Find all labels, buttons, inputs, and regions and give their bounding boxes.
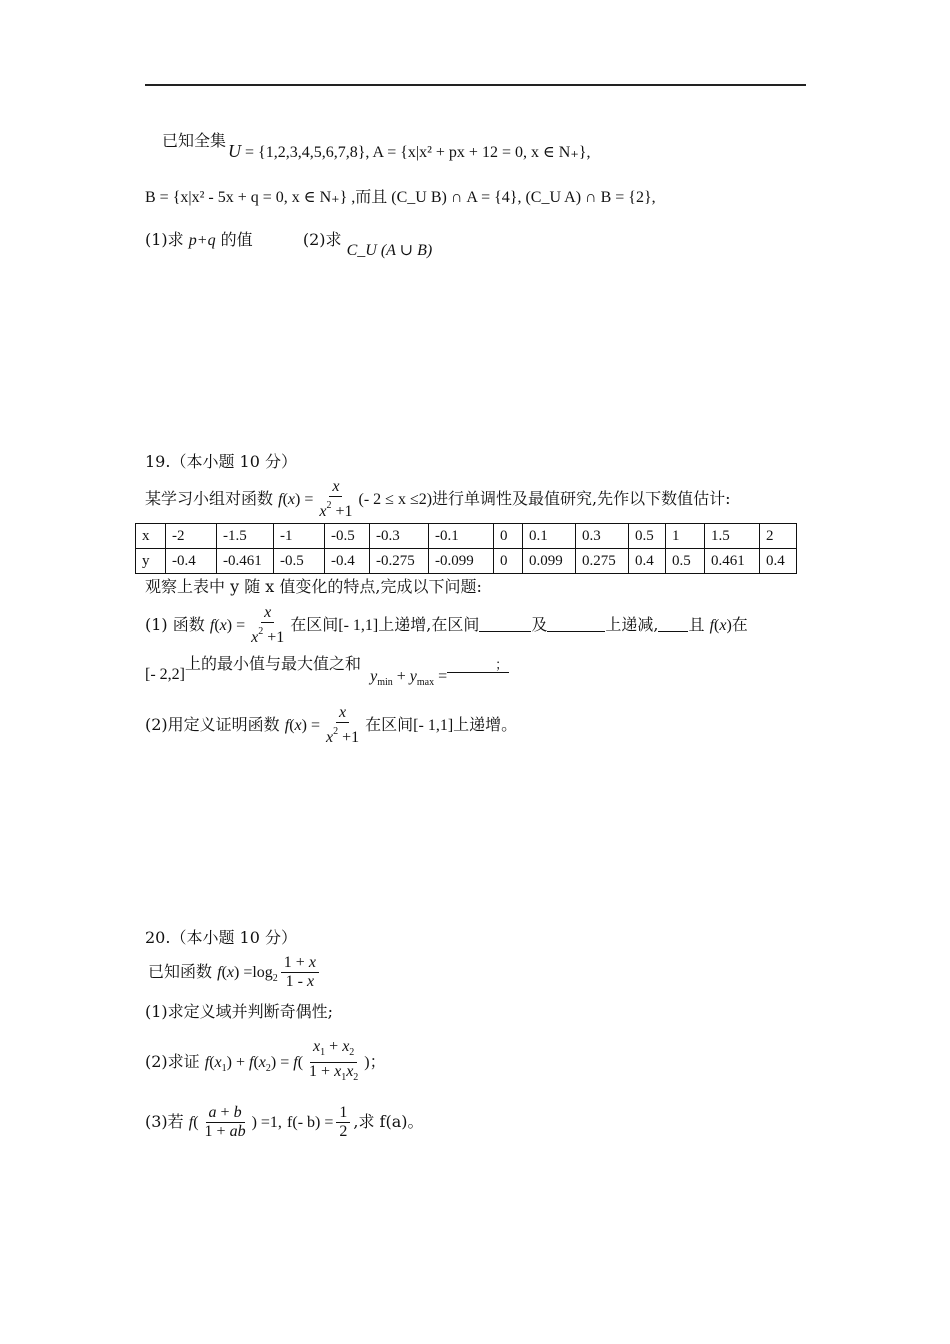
table-cell: 2 — [760, 524, 797, 549]
p19-q1-line1: (1) 函数 f(x) = $\frac{x}{x^2 +1}$ 在区间[- 1,1]上递增,在区间 及 上递减, 且 f(x)在 — [145, 604, 748, 646]
answer-blank-2[interactable] — [547, 615, 605, 632]
p19-intro-end: 进行单调性及最值研究,先作以下数值估计: — [432, 489, 731, 508]
p19-q1-line2: [- 2,2]上的最小值与最大值之和 $y_{min} + y_{max}$ =； — [145, 654, 509, 688]
table-cell: -0.5 — [325, 524, 370, 549]
table-row-x — [136, 524, 797, 549]
table-cell: y — [136, 549, 166, 574]
table-cell: -1 — [274, 524, 325, 549]
p19-semicolon: ； — [495, 658, 509, 673]
p19-q1-and: 及 — [531, 615, 548, 634]
p19-interval1: [- 1,1] — [338, 617, 379, 634]
table-cell: 0.5 — [629, 524, 666, 549]
p20-q3: (3)若 — [145, 1112, 184, 1131]
p18-a-def: A = {x|x² + px + 12 = 0, x ∈ N₊} — [372, 144, 587, 161]
p19-header: 19.（本小题 10 分） — [145, 452, 297, 471]
table-cell: -1.5 — [217, 524, 274, 549]
table-cell: 0.1 — [523, 524, 576, 549]
table-cell: 0.3 — [576, 524, 629, 549]
p19-q1-g: 上的最小值与最大值之和 — [184, 654, 361, 673]
p20-intro: 已知函数 — [148, 962, 213, 981]
table-cell: -0.3 — [370, 524, 429, 549]
answer-blank-3[interactable] — [658, 615, 688, 632]
table-cell: -0.5 — [274, 549, 325, 574]
p19-interval2: [- 2,2] — [145, 666, 185, 683]
p19-q2-a: (2)用定义证明函数 — [145, 715, 280, 734]
p19-interval3: [- 1,1] — [413, 717, 454, 734]
p18-cond2: (C_U A) ∩ B = {2} — [525, 189, 652, 206]
answer-blank-1[interactable] — [479, 615, 531, 632]
p19-q2-line: (2)用定义证明函数 f(x) = $\frac{x}{x^2 +1}$ 在区间[- 1,1]上递增。 — [145, 704, 518, 746]
p19-q2-b: 在区间 — [365, 715, 414, 734]
table-cell: 0.461 — [705, 549, 760, 574]
p18-intro: 已知全集 — [162, 131, 227, 150]
p20-q3-end: ,求 f(a)。 — [353, 1112, 424, 1131]
p20-q3-fraction: $\frac{a + b}{1 + ab}$ — [204, 1104, 246, 1140]
p20-q2: (2)求证 — [145, 1052, 200, 1071]
p20-q2-fraction: $\frac{x_1 + x_2}{1 + x_1x_2}$ — [309, 1038, 359, 1083]
p20-q1: (1)求定义域并判断奇偶性; — [145, 1002, 334, 1021]
p19-q2-c: 上递增。 — [453, 715, 518, 734]
p19-q1-fraction: $\frac{x}{x^2 +1}$ — [251, 604, 285, 646]
table-cell: x — [136, 524, 166, 549]
table-cell: 0.4 — [629, 549, 666, 574]
p19-q1-a: (1) 函数 — [145, 615, 205, 634]
p20-log-fraction: $\frac{1 + x}{1 - x}$ — [281, 954, 319, 991]
p20-q2-end: ； — [369, 1052, 386, 1071]
table-cell: 0.099 — [523, 549, 576, 574]
p20-header: 20.（本小题 10 分） — [145, 928, 297, 947]
p18-b-def: B = {x|x² - 5x + q = 0, x ∈ N₊} — [145, 189, 348, 206]
header-rule — [145, 84, 806, 86]
table-cell: 0 — [494, 549, 523, 574]
p18-q1-var: p+q — [188, 232, 216, 249]
p18-q1-end: 的值 — [220, 230, 253, 249]
p19-domain: (- 2 ≤ x ≤2) — [358, 491, 433, 508]
p18-line2: B = {x|x² - 5x + q = 0, x ∈ N₊} ,而且 (C_U B) ∩ A = {4}, (C_U A) ∩ B = {2}, — [145, 189, 656, 206]
p19-q1-e: 且 — [688, 615, 705, 634]
p18-questions — [145, 228, 433, 259]
table-cell: 0.4 — [760, 549, 797, 574]
p19-q1-c: 上递增,在区间 — [378, 615, 480, 634]
table-cell: -0.1 — [429, 524, 494, 549]
table-cell: -0.275 — [370, 549, 429, 574]
p19-fraction: $\frac{x}{x^2 +1}$ — [319, 478, 353, 520]
p18-set-line: U = {1,2,3,4,5,6,7,8}, A = {x|x² + px + 12 = 0, x ∈ N₊}, — [228, 141, 591, 161]
p19-q2-fraction: $\frac{x}{x^2 +1}$ — [326, 704, 360, 746]
p19-observe: 观察上表中 y 随 x 值变化的特点,完成以下问题: — [145, 577, 482, 596]
p18-q2: (2)求 — [302, 230, 342, 249]
p18-q1: (1)求 — [145, 230, 184, 249]
values-table — [135, 523, 797, 574]
table-cell: -0.099 — [429, 549, 494, 574]
p19-intro: 某学习小组对函数 — [145, 489, 274, 508]
table-cell: -2 — [166, 524, 217, 549]
p18-u-set: {1,2,3,4,5,6,7,8} — [258, 144, 366, 161]
table-cell: -0.4 — [166, 549, 217, 574]
p19-q1-b: 在区间 — [290, 615, 339, 634]
p20-q3-line: (3)若 f( $\frac{a + b}{1 + ab}$ ) =1, f(- b) = $\frac{1}{2}$ ,求 f(a)。 — [145, 1104, 424, 1140]
p20-q2-line: (2)求证 $f(x_1) + f(x_2) = f$( $\frac{x_1 + x_2}{1 + x_1x_2}$ )； — [145, 1038, 386, 1091]
p20-q3-mid: f(- b) = — [287, 1114, 334, 1131]
p19-q1-d: 上递减, — [605, 615, 659, 634]
p18-line1 — [162, 129, 226, 153]
p19-q1-f: 在 — [731, 615, 748, 634]
table-cell: 1 — [666, 524, 705, 549]
p20-intro-line: 已知函数 $f(x) =\log_2$ $\frac{1 + x}{1 - x}$ — [148, 952, 322, 999]
p18-cond1: (C_U B) ∩ A = {4} — [391, 189, 518, 206]
p19-intro-line: 某学习小组对函数 f(x) = $\frac{x}{x^2 +1}$ (- 2 ≤ x ≤2)进行单调性及最值研究,先作以下数值估计: — [145, 478, 731, 520]
table-cell: -0.4 — [325, 549, 370, 574]
table-cell: -0.461 — [217, 549, 274, 574]
table-cell: 1.5 — [705, 524, 760, 549]
p18-q2-expr: C_U (A ∪ B) — [346, 242, 433, 259]
table-cell: 0 — [494, 524, 523, 549]
table-cell: 0.275 — [576, 549, 629, 574]
p20-q3-half: $\frac{1}{2}$ — [336, 1104, 350, 1141]
table-cell: 0.5 — [666, 549, 705, 574]
table-row-y — [136, 549, 797, 574]
p18-conj: ,而且 — [351, 189, 388, 206]
